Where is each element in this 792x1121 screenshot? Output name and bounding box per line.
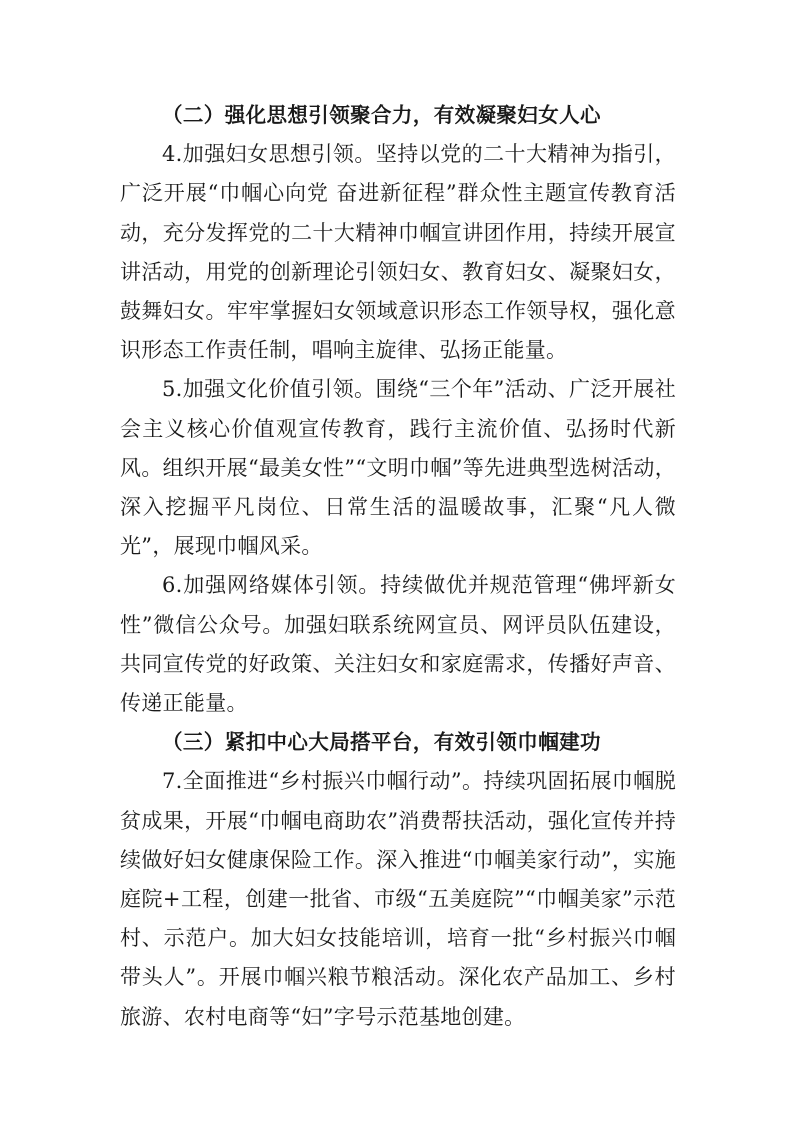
paragraph-4: 4.加强妇女思想引领。坚持以党的二十大精神为指引，广泛开展“巾帼心向党 奋进新征程”群众性主题宣传教育活动，充分发挥党的二十大精神巾帼宣讲团作用，持续开展宣讲活动，用党的创新理论引领妇女、教育妇女、凝聚妇女，鼓舞妇女。牢牢掌握妇女领域意识形态工作领导权，强化意识形态工作责任制，唱响主旋律、弘扬正能量。 bbox=[120, 142, 676, 363]
paragraph-6: 6.加强网络媒体引领。持续做优并规范管理“佛坪新女性”微信公众号。加强妇联系统网宣员、网评员队伍建设，共同宣传党的好政策、关注妇女和家庭需求，传播好声音、传递正能量。 bbox=[120, 573, 676, 716]
section-heading-3: （三）紧扣中心大局搭平台，有效引领巾帼建功 bbox=[162, 730, 601, 755]
document-body bbox=[120, 96, 676, 1037]
section-heading-2: （二）强化思想引领聚合力，有效凝聚妇女人心 bbox=[162, 103, 601, 127]
paragraph-5: 5.加强文化价值引领。围绕“三个年”活动、广泛开展社会主义核心价值观宣传教育，践行主流价值、弘扬时代新风。组织开展“最美女性”“文明巾帼”等先进典型选树活动，深入挖掘平凡岗位、日常生活的温暖故事，汇聚“凡人微光”，展现巾帼风采。 bbox=[120, 377, 676, 559]
paragraph-7: 7.全面推进“乡村振兴巾帼行动”。持续巩固拓展巾帼脱贫成果，开展“巾帼电商助农”消费帮扶活动，强化宣传并持续做好妇女健康保险工作。深入推进“巾帼美家行动”，实施庭院+工程，创建一批省、市级“五美庭院”“巾帼美家”示范村、示范户。加大妇女技能培训，培育一批“乡村振兴巾帼带头人”。开展巾帼兴粮节粮活动。深化农产品加工、乡村旅游、农村电商等“妇”字号示范基地创建。 bbox=[120, 769, 676, 1029]
